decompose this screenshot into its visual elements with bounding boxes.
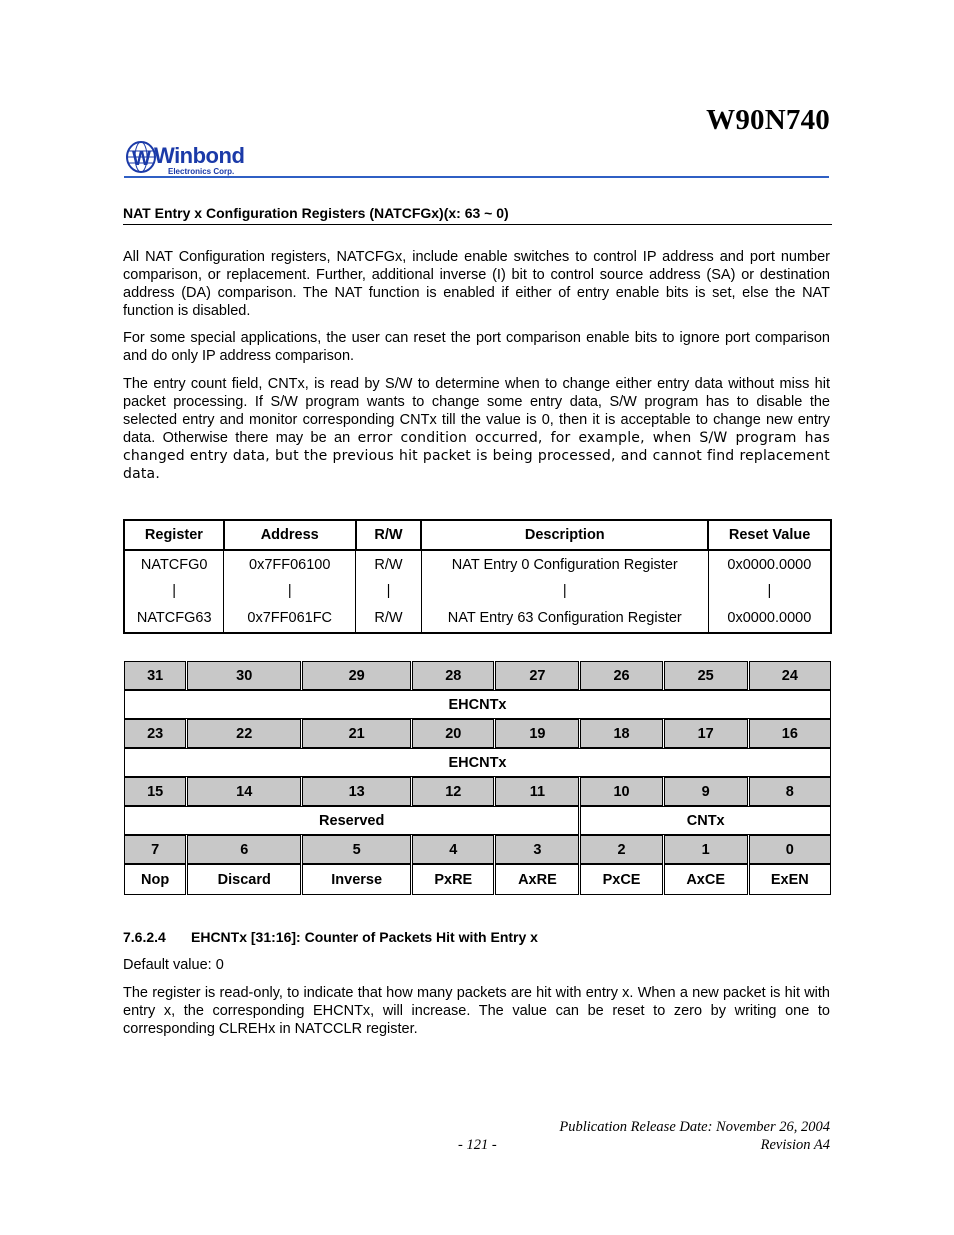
field-pxce: PxCE xyxy=(580,864,662,895)
bit-number: 5 xyxy=(302,835,411,864)
field-axre: AxRE xyxy=(495,864,579,895)
bit-number: 17 xyxy=(664,719,748,748)
cell-rw: R/W xyxy=(356,550,422,578)
col-header-rw: R/W xyxy=(356,520,422,550)
bit-number-row xyxy=(124,777,831,806)
cell-reset-value: 0x0000.0000 xyxy=(708,604,831,633)
cell-rw: R/W xyxy=(356,604,422,633)
bit-number: 15 xyxy=(124,777,186,806)
cell-reset-value: 0x0000.0000 xyxy=(708,550,831,578)
cell-address: 0x7FF061FC xyxy=(224,604,356,633)
bit-number: 18 xyxy=(580,719,662,748)
paragraph-2: For some special applications, the user can reset the port comparison enable bits to ignore port comparison and do only IP address comparison. xyxy=(123,330,830,364)
bit-number: 13 xyxy=(302,777,411,806)
paragraph-3 xyxy=(123,375,830,483)
bit-number: 21 xyxy=(302,719,411,748)
winbond-logo xyxy=(126,140,256,178)
section-title: NAT Entry x Configuration Registers (NATCFGx)(x: 63 ~ 0) xyxy=(123,205,509,221)
col-header-description: Description xyxy=(421,520,708,550)
col-header-reset-value: Reset Value xyxy=(708,520,831,550)
cell-description: | xyxy=(421,578,708,604)
bit-number: 28 xyxy=(412,661,494,690)
subsection-heading xyxy=(123,929,538,945)
table-row xyxy=(124,578,831,604)
section-rule xyxy=(123,224,832,225)
field-cntx: CNTx xyxy=(580,806,831,835)
bit-number: 27 xyxy=(495,661,579,690)
bit-number: 1 xyxy=(664,835,748,864)
logo-subtitle: Electronics Corp. xyxy=(168,167,235,176)
paragraph-3-part-b: error condition occurred, for example, when S/W program has changed entry data, but the previous hit packet is being processed, and cannot find replacement data. xyxy=(123,430,830,482)
bit-number: 22 xyxy=(187,719,301,748)
bit-field-row xyxy=(124,748,831,777)
cell-description: NAT Entry 63 Configuration Register xyxy=(421,604,708,633)
bit-number: 26 xyxy=(580,661,662,690)
field-reserved: Reserved xyxy=(124,806,579,835)
bit-number-row xyxy=(124,661,831,690)
bit-number: 3 xyxy=(495,835,579,864)
table-row xyxy=(124,550,831,578)
col-header-register: Register xyxy=(124,520,224,550)
bit-number: 9 xyxy=(664,777,748,806)
register-table xyxy=(123,519,832,634)
bit-number: 8 xyxy=(749,777,831,806)
cell-register: NATCFG0 xyxy=(124,550,224,578)
cell-register: NATCFG63 xyxy=(124,604,224,633)
bit-field-row xyxy=(124,806,831,835)
bit-number: 20 xyxy=(412,719,494,748)
logo-text: Winbond xyxy=(154,143,245,168)
bit-number: 14 xyxy=(187,777,301,806)
cell-description: NAT Entry 0 Configuration Register xyxy=(421,550,708,578)
bit-number: 0 xyxy=(749,835,831,864)
bit-number: 7 xyxy=(124,835,186,864)
bit-number: 16 xyxy=(749,719,831,748)
bit-number: 4 xyxy=(412,835,494,864)
bit-number: 19 xyxy=(495,719,579,748)
bit-number: 12 xyxy=(412,777,494,806)
field-inverse: Inverse xyxy=(302,864,411,895)
subsection-number: 7.6.2.4 xyxy=(123,929,166,945)
bit-number: 11 xyxy=(495,777,579,806)
col-header-address: Address xyxy=(224,520,356,550)
footer-release-date: Publication Release Date: November 26, 2004 xyxy=(559,1119,830,1135)
register-table-header xyxy=(124,520,831,550)
bit-number: 2 xyxy=(580,835,662,864)
bit-number: 30 xyxy=(187,661,301,690)
field-ehcntx-high: EHCNTx xyxy=(124,690,831,719)
footer-revision: Revision A4 xyxy=(760,1137,830,1153)
bit-number: 10 xyxy=(580,777,662,806)
bit-field-row xyxy=(124,864,831,895)
bit-number: 6 xyxy=(187,835,301,864)
bit-field-table xyxy=(123,661,832,895)
bit-number-row xyxy=(124,835,831,864)
paragraph-3-part-a: The entry count field, CNTx, is read by S/W to determine when to change either entry data without miss hit packet processing. If S/W program wants to change some entry data, S/W program has to disable the selected entry and monitor corresponding CNTx till the value is 0, then it is acceptable to change new entry data. Otherwise there may be an xyxy=(123,376,830,446)
field-discard: Discard xyxy=(187,864,301,895)
subsection-body: The register is read-only, to indicate that how many packets are hit with entry x. When a new packet is hit with entry x, the corresponding EHCNTx, will increase. The value can be reset to zero by writing one to corresponding CLREHx in NATCCLR register. xyxy=(123,985,830,1037)
svg-text:W: W xyxy=(132,148,151,170)
field-pxre: PxRE xyxy=(412,864,494,895)
table-row xyxy=(124,604,831,633)
bit-number: 23 xyxy=(124,719,186,748)
cell-rw: | xyxy=(356,578,422,604)
footer-page-number: - 121 - xyxy=(458,1137,497,1153)
cell-register: | xyxy=(124,578,224,604)
field-ehcntx-low: EHCNTx xyxy=(124,748,831,777)
field-nop: Nop xyxy=(124,864,186,895)
field-exen: ExEN xyxy=(749,864,831,895)
logo-globe-icon xyxy=(126,140,156,174)
bit-number-row xyxy=(124,719,831,748)
cell-address: 0x7FF06100 xyxy=(224,550,356,578)
bit-number: 24 xyxy=(749,661,831,690)
paragraph-1: All NAT Configuration registers, NATCFGx, include enable switches to control IP address and port number comparison, or replacement. Further, additional inverse (I) bit to control source address (SA) or destination address (DA) comparison. The NAT function is enabled if either of entry enable bits is set, else the NAT function is disabled. xyxy=(123,249,830,319)
cell-reset-value: | xyxy=(708,578,831,604)
cell-address: | xyxy=(224,578,356,604)
bit-number: 31 xyxy=(124,661,186,690)
bit-number: 25 xyxy=(664,661,748,690)
field-axce: AxCE xyxy=(664,864,748,895)
bit-number: 29 xyxy=(302,661,411,690)
default-value: Default value: 0 xyxy=(123,957,224,973)
product-title: W90N740 xyxy=(706,104,830,136)
subsection-title: EHCNTx [31:16]: Counter of Packets Hit with Entry x xyxy=(191,929,538,945)
header-divider xyxy=(124,176,829,178)
bit-field-row xyxy=(124,690,831,719)
